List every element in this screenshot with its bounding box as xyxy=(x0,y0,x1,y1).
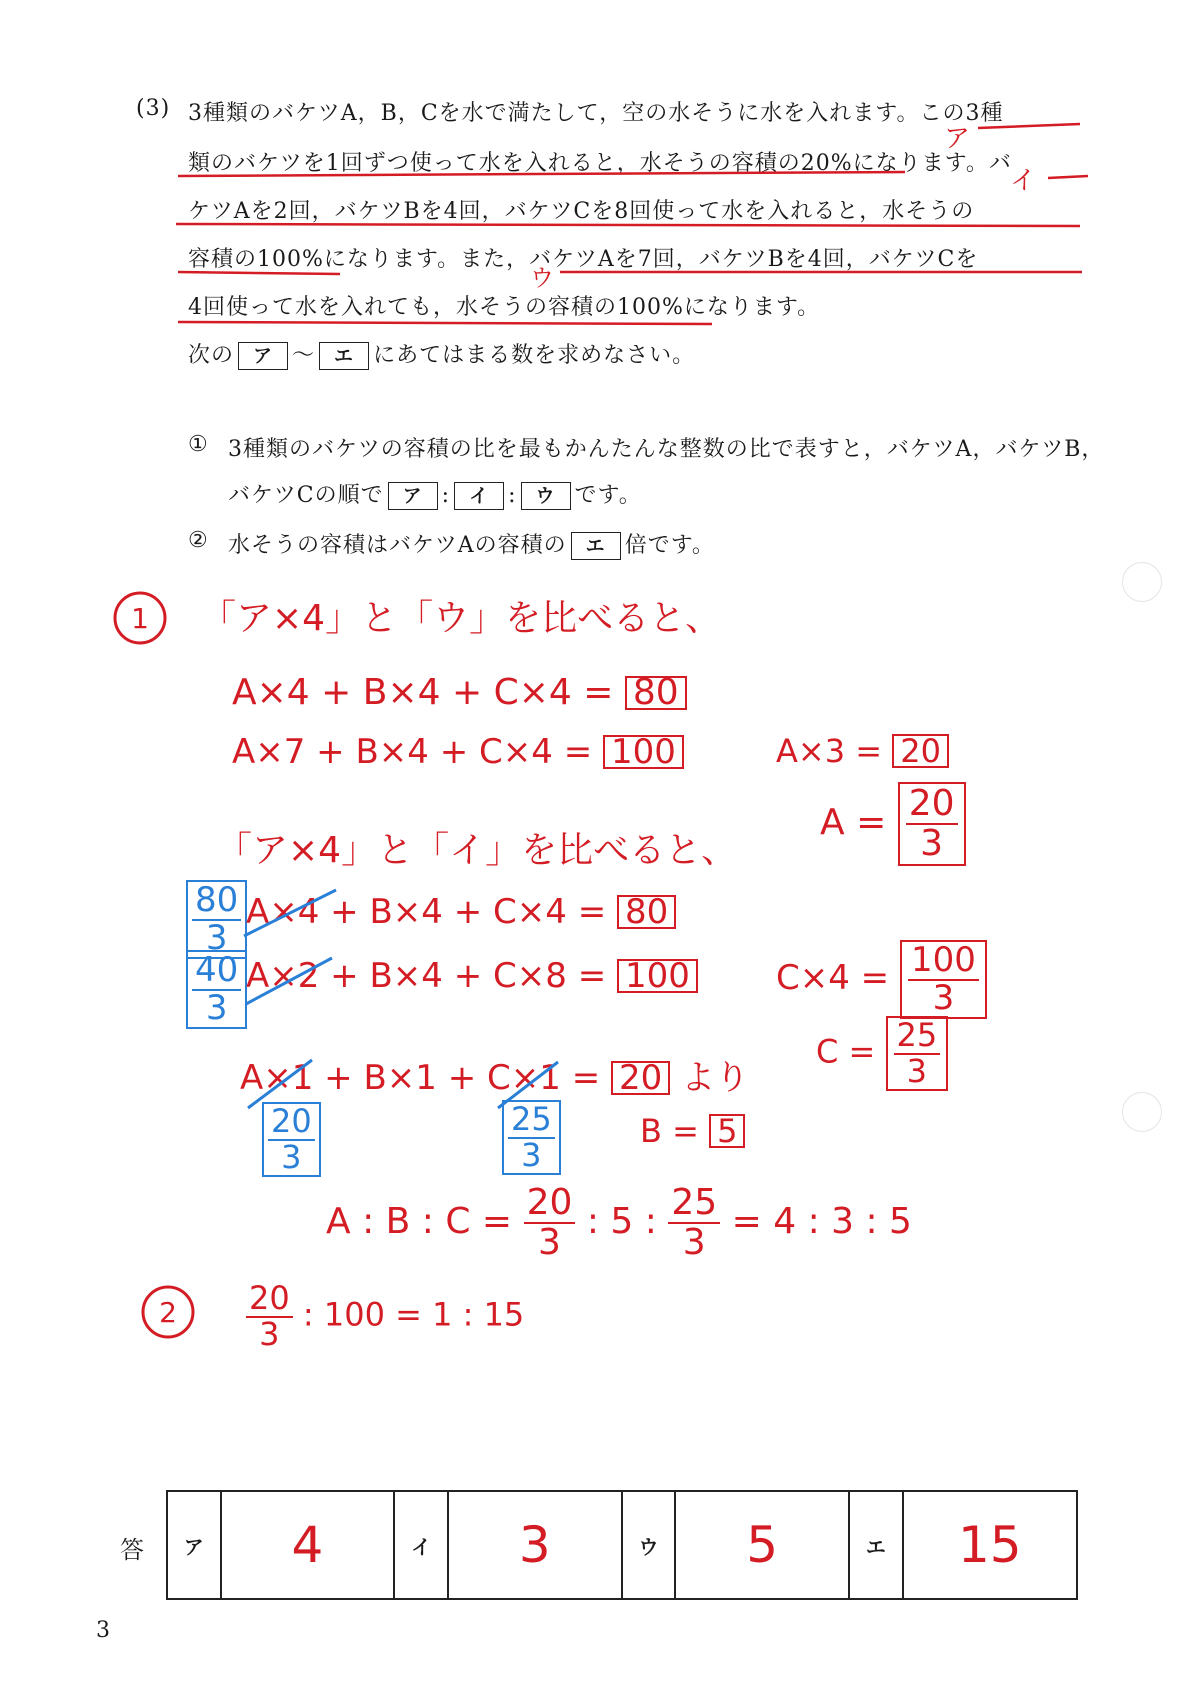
equation-1-left: A×4 + B×4 + C×4 = xyxy=(232,672,614,713)
equation-2-value: 100 xyxy=(603,735,684,769)
answer-label-u: ウ xyxy=(622,1491,676,1599)
underline-1 xyxy=(978,124,1080,128)
question-1-line-1: 3種類のバケツの容積の比を最もかんたんな整数の比で表すと，バケツA，バケツB， xyxy=(228,437,1105,462)
part-2-rest: : 100 = 1 : 15 xyxy=(302,1295,525,1334)
equation-1 xyxy=(232,672,687,713)
ratio-sep-2: : xyxy=(508,483,517,508)
answer-label-e: エ xyxy=(849,1491,903,1599)
ratio-frac-2-num: 25 xyxy=(668,1184,720,1224)
problem-line-1: 3種類のバケツA，B，Cを水で満たして，空の水そうに水を入れます。この3種 xyxy=(188,101,1004,126)
answer-box-a-label: ア xyxy=(238,342,288,370)
ratio-frac-1-den: 3 xyxy=(538,1221,561,1263)
blue-note-2-den: 3 xyxy=(205,987,228,1028)
question-2-number: ② xyxy=(188,528,209,553)
equation-3-value: 80 xyxy=(617,895,676,929)
question-1-pre: バケツCの順で xyxy=(228,483,384,508)
answer-label: 答 xyxy=(120,1536,145,1564)
side-calc-b-left: B = xyxy=(640,1112,699,1150)
page-number: 3 xyxy=(96,1618,111,1643)
side-calc-c-den: 3 xyxy=(906,1051,928,1090)
answer-label-i: イ xyxy=(394,1491,448,1599)
answer-value-a[interactable]: 4 xyxy=(221,1491,395,1599)
equation-2 xyxy=(232,732,684,772)
side-calc-a-left: A = xyxy=(820,801,887,843)
equation-5-value: 20 xyxy=(611,1061,670,1095)
compare-line-1: 「ア×4」と「ウ」を比べると、 xyxy=(200,598,722,639)
side-calc-c-left: C = xyxy=(816,1032,876,1071)
side-calc-b-value: 5 xyxy=(709,1114,745,1148)
part-2-calc xyxy=(246,1279,525,1353)
side-calc-c4-left: C×4 = xyxy=(776,958,890,999)
margin-mark-i: イ xyxy=(1010,166,1037,196)
blue-strike-marks xyxy=(236,880,356,1010)
answer-table xyxy=(166,1490,1078,1600)
answer-value-e[interactable]: 15 xyxy=(903,1491,1077,1599)
box-a: ア xyxy=(388,482,438,510)
question-2-pre: 水そうの容積はバケツAの容積の xyxy=(228,533,567,558)
side-calc-a-num: 20 xyxy=(906,785,958,825)
question-1-post: です。 xyxy=(574,483,642,508)
side-calc-c4-den: 3 xyxy=(932,977,955,1018)
ratio-right: = 4 : 3 : 5 xyxy=(731,1200,912,1242)
blue-note-3-den: 3 xyxy=(281,1137,302,1176)
question-2-line xyxy=(228,528,715,560)
side-calc-a3 xyxy=(776,732,949,770)
binder-hole xyxy=(1122,1092,1162,1132)
part-2-frac-num: 20 xyxy=(246,1282,293,1318)
answer-value-i[interactable]: 3 xyxy=(448,1491,622,1599)
answer-value-u[interactable]: 5 xyxy=(675,1491,849,1599)
problem-number: (3) xyxy=(136,96,171,121)
side-calc-c xyxy=(816,1016,948,1091)
ratio-sep-1: : xyxy=(441,483,451,508)
circle-2-text: 2 xyxy=(159,1296,177,1329)
side-calc-c-num: 25 xyxy=(894,1019,941,1055)
problem-line-4: 容積の100%になります。また，バケツAを7回，バケツBを4回，バケツCを xyxy=(188,247,979,272)
problem-line-5: 4回使って水を入れても，水そうの容積の100%になります。 xyxy=(188,295,821,320)
side-calc-a3-left: A×3 = xyxy=(776,732,883,770)
side-calc-a-den: 3 xyxy=(920,822,944,864)
underline-2 xyxy=(178,172,905,176)
blue-note-1-den: 3 xyxy=(205,917,228,958)
margin-mark-a: ア xyxy=(944,124,971,154)
question-2-post: 倍です。 xyxy=(624,533,715,558)
side-calc-a3-value: 20 xyxy=(892,734,949,768)
ratio-frac-2-den: 3 xyxy=(682,1221,706,1263)
blue-note-4 xyxy=(502,1100,561,1175)
binder-hole xyxy=(1122,562,1162,602)
underline-4 xyxy=(176,224,1080,226)
blue-note-2-num: 40 xyxy=(192,953,241,991)
blue-note-4-den: 3 xyxy=(521,1135,542,1174)
equation-5-left: A×1 + B×1 + C×1 = xyxy=(240,1058,601,1098)
equation-4-value: 100 xyxy=(617,959,698,993)
compare-line-2: 「ア×4」と「イ」を比べると、 xyxy=(216,830,738,871)
underline-7 xyxy=(178,322,712,324)
ratio-left: A : B : C = xyxy=(326,1200,513,1242)
blue-note-4-num: 25 xyxy=(508,1103,555,1139)
ratio-mid: : 5 : xyxy=(586,1200,657,1242)
blue-note-3-num: 20 xyxy=(268,1105,315,1141)
margin-mark-u: ウ xyxy=(530,264,554,292)
question-1-line-2 xyxy=(228,478,642,510)
side-calc-c4 xyxy=(776,940,987,1019)
instruction-mid: 〜 xyxy=(292,343,316,368)
problem-line-3: ケツAを2回，バケツBを4回，バケツCを8回使って水を入れると，水そうの xyxy=(188,199,975,224)
circle-1-text: 1 xyxy=(131,602,149,635)
question-1-number: ① xyxy=(188,432,209,457)
side-calc-a xyxy=(820,782,966,866)
instruction-post: にあてはまる数を求めなさい。 xyxy=(373,343,696,368)
problem-line-2: 類のバケツを1回ずつ使って水を入れると，水そうの容積の20%になります。バ xyxy=(188,151,1012,176)
box-e: エ xyxy=(571,532,621,560)
equation-4-left: A×2 + B×4 + C×8 = xyxy=(246,956,607,996)
box-u: ウ xyxy=(521,482,571,510)
equation-3-left: A×4 + B×4 + C×4 = xyxy=(246,892,607,932)
underline-5 xyxy=(178,272,340,274)
equation-5-suffix: より xyxy=(681,1058,750,1098)
equation-1-value: 80 xyxy=(625,676,687,710)
side-calc-b xyxy=(640,1112,745,1150)
circle-1-mark xyxy=(110,588,170,648)
underline-3 xyxy=(1048,176,1088,178)
answer-label-a: ア xyxy=(167,1491,221,1599)
equation-2-left: A×7 + B×4 + C×4 = xyxy=(232,732,593,772)
part-2-frac-den: 3 xyxy=(259,1314,280,1353)
instruction-pre: 次の xyxy=(188,343,235,368)
side-calc-c4-num: 100 xyxy=(908,943,979,981)
ratio-frac-1-num: 20 xyxy=(524,1184,576,1224)
circle-2-mark xyxy=(138,1282,198,1342)
blue-note-1-num: 80 xyxy=(192,883,241,921)
blue-note-3 xyxy=(262,1102,321,1177)
ratio-line xyxy=(326,1184,912,1262)
box-i: イ xyxy=(454,482,504,510)
answer-box-e-label: エ xyxy=(319,342,369,370)
